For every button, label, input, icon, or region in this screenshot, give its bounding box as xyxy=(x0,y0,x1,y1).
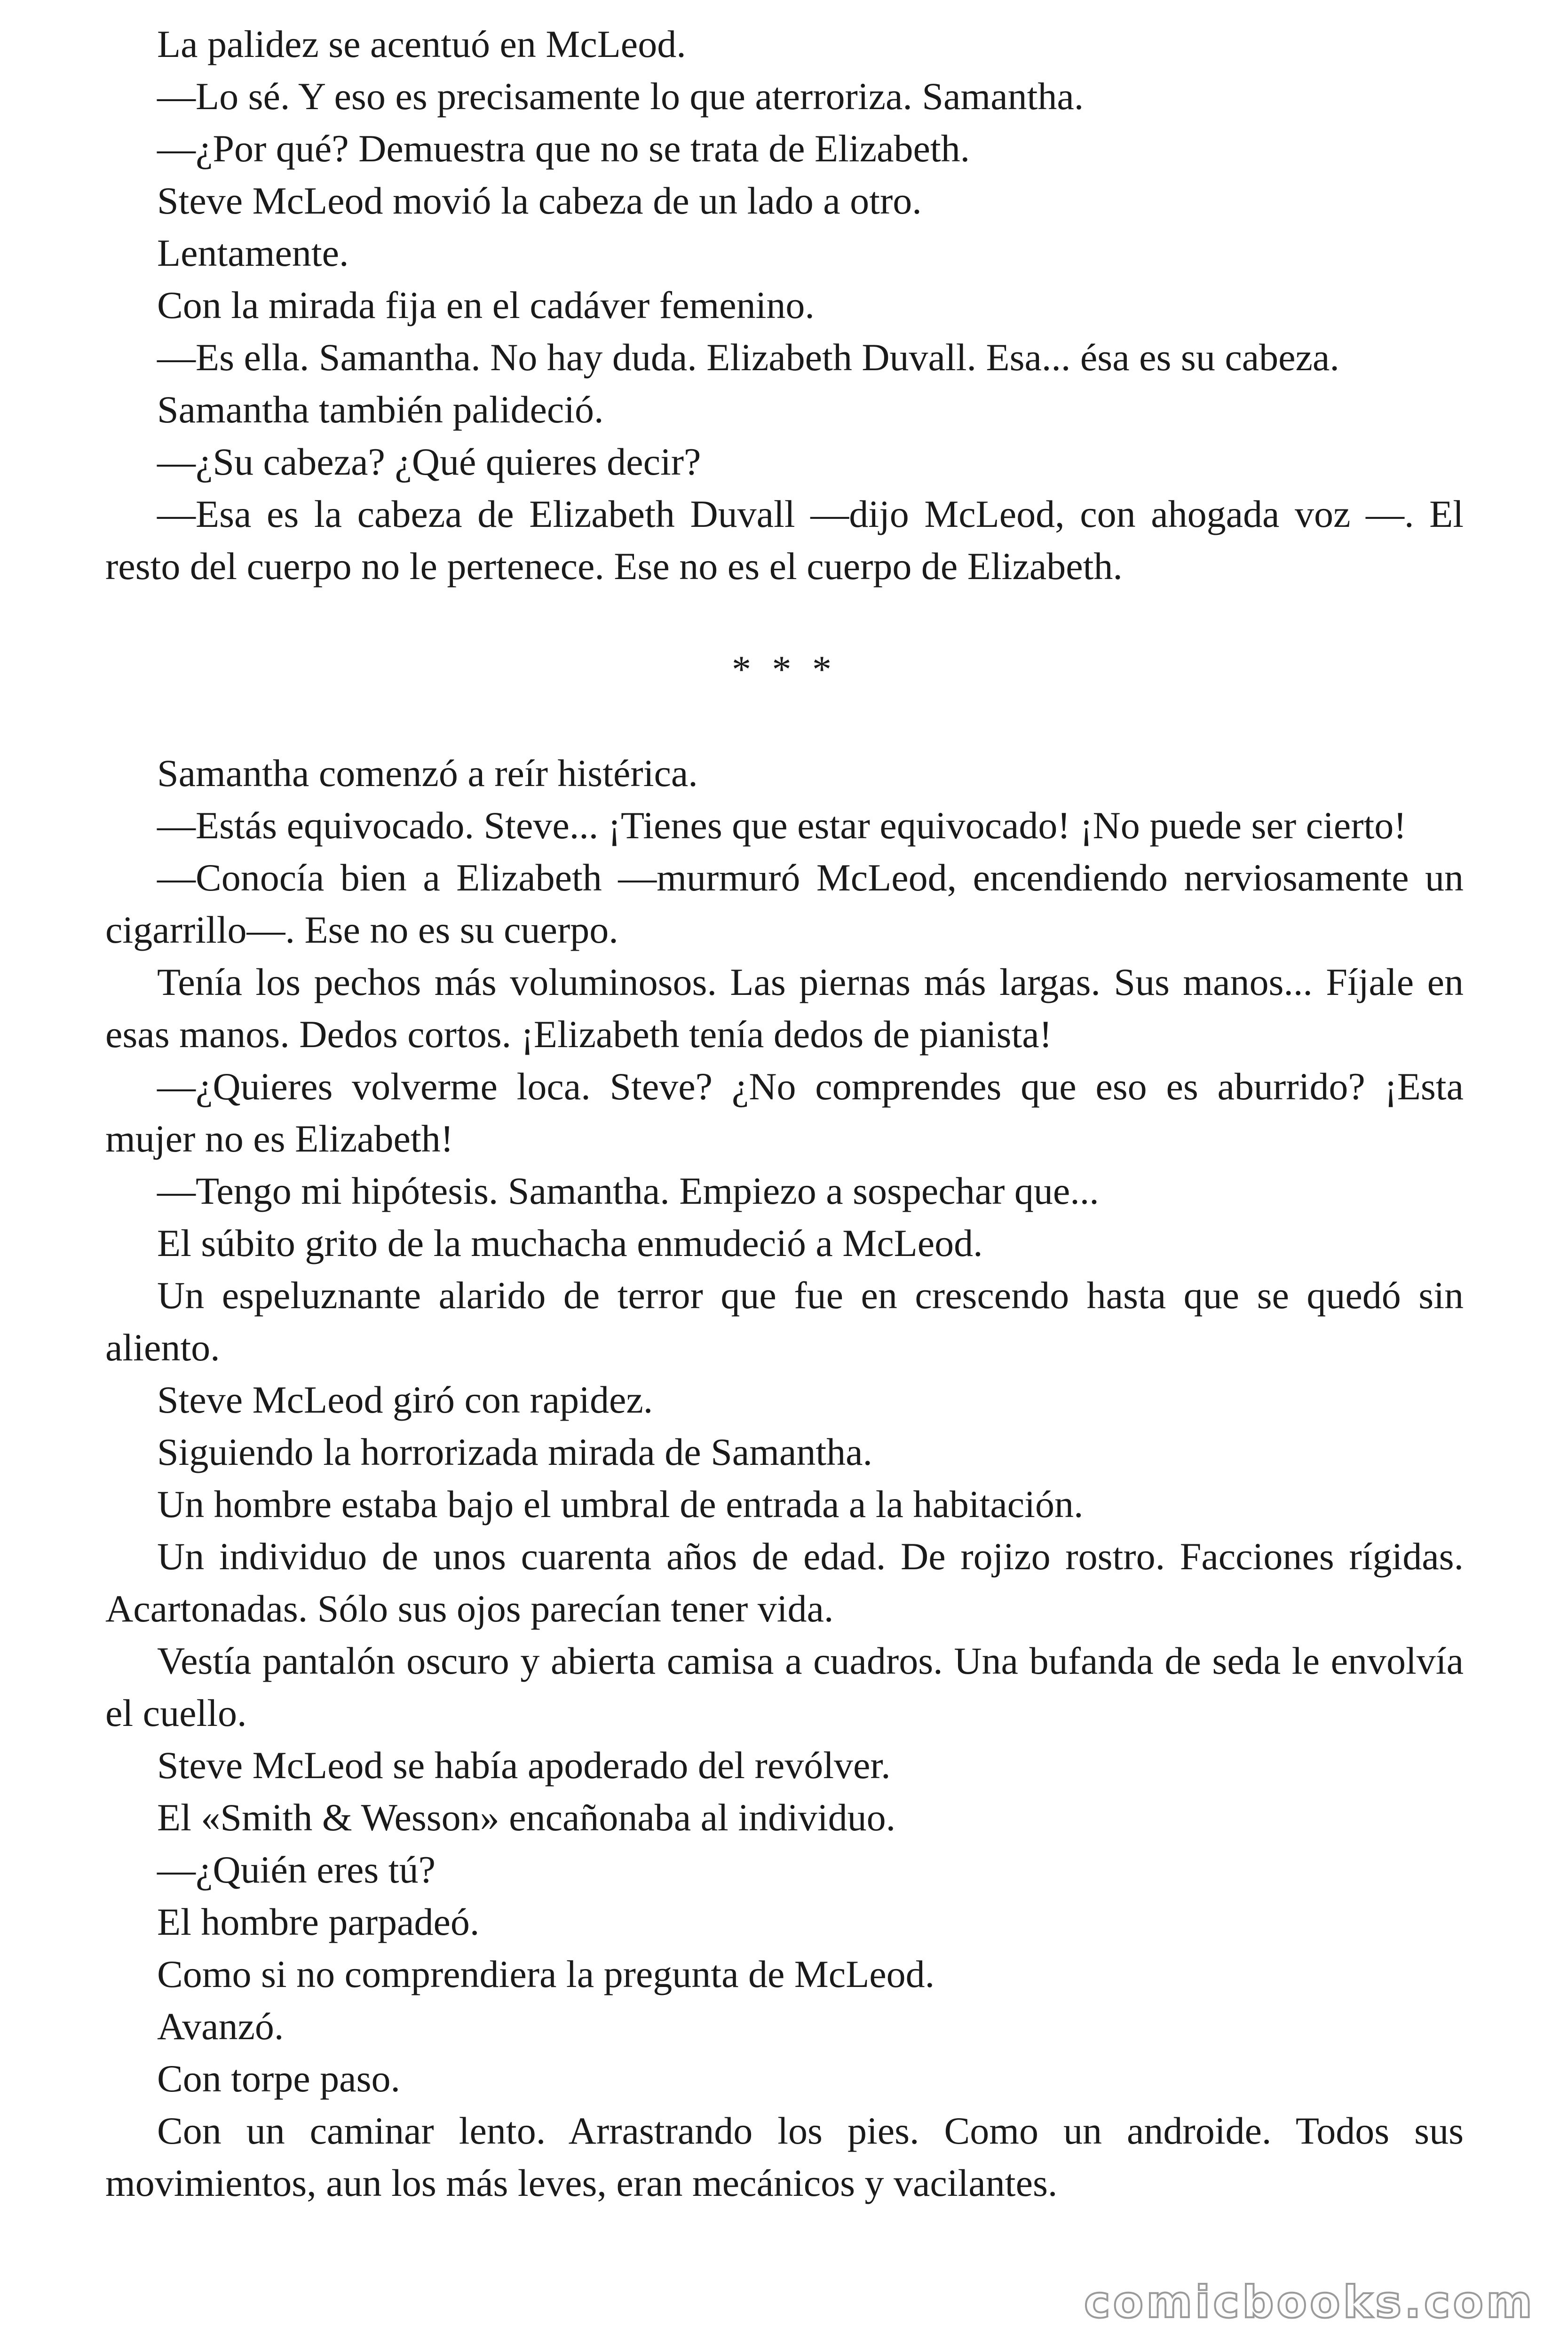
paragraph: Un hombre estaba bajo el umbral de entrada a la habitación. xyxy=(157,1483,1084,1526)
paragraph: Lentamente. xyxy=(157,231,349,274)
paragraph: —Esa es la cabeza de Elizabeth Duvall —dijo McLeod, con ahogada voz —. El resto del cuerpo no le pertenece. Ese no es el cuerpo de Elizabeth. xyxy=(105,493,1464,588)
paragraph: Un individuo de unos cuarenta años de edad. De rojizo rostro. Facciones rígidas. Acartonadas. Sólo sus ojos parecían tener vida. xyxy=(105,1535,1464,1630)
paragraph: Vestía pantalón oscuro y abierta camisa a cuadros. Una bufanda de seda le envolvía el cuello. xyxy=(105,1639,1464,1734)
paragraph: —Es ella. Samantha. No hay duda. Elizabeth Duvall. Esa... ésa es su cabeza. xyxy=(157,336,1339,379)
paragraph: Samantha también palideció. xyxy=(157,388,604,431)
paragraph: Con un caminar lento. Arrastrando los pies. Como un androide. Todos sus movimientos, aun los más leves, eran mecánicos y vacilantes. xyxy=(105,2109,1464,2204)
paragraph: Steve McLeod giró con rapidez. xyxy=(157,1378,653,1421)
paragraph: Samantha comenzó a reír histérica. xyxy=(157,752,698,795)
paragraph: Un espeluznante alarido de terror que fue en crescendo hasta que se quedó sin aliento. xyxy=(105,1274,1464,1369)
paragraph: El hombre parpadeó. xyxy=(157,1900,480,1943)
text-section-2 xyxy=(105,747,1464,2209)
paragraph: Avanzó. xyxy=(157,2005,284,2048)
paragraph: Tenía los pechos más voluminosos. Las piernas más largas. Sus manos... Fíjale en esas manos. Dedos cortos. ¡Elizabeth tenía dedos de pianista! xyxy=(105,961,1464,1056)
book-page xyxy=(105,18,1464,2209)
paragraph: Con la mirada fija en el cadáver femenino. xyxy=(157,284,815,326)
paragraph: —¿Su cabeza? ¿Qué quieres decir? xyxy=(157,440,701,483)
scene-break-divider: * * * xyxy=(732,648,837,691)
paragraph: —Lo sé. Y eso es precisamente lo que aterroriza. Samantha. xyxy=(157,75,1084,118)
paragraph: —Conocía bien a Elizabeth —murmuró McLeod, encendiendo nerviosamente un cigarrillo—. Ese no es su cuerpo. xyxy=(105,856,1464,951)
paragraph: Como si no comprendiera la pregunta de McLeod. xyxy=(157,1953,935,1995)
paragraph: El «Smith & Wesson» encañonaba al individuo. xyxy=(157,1796,896,1839)
paragraph: —¿Quieres volverme loca. Steve? ¿No comprendes que eso es aburrido? ¡Esta mujer no es Elizabeth! xyxy=(105,1065,1464,1160)
text-section-1 xyxy=(105,18,1464,592)
paragraph: La palidez se acentuó en McLeod. xyxy=(157,23,686,65)
paragraph: Siguiendo la horrorizada mirada de Samantha. xyxy=(157,1430,873,1473)
watermark-logo: comicbooks.com xyxy=(1084,2277,1535,2328)
paragraph: —Tengo mi hipótesis. Samantha. Empiezo a sospechar que... xyxy=(157,1169,1099,1212)
paragraph: Con torpe paso. xyxy=(157,2057,400,2100)
paragraph: El súbito grito de la muchacha enmudeció a McLeod. xyxy=(157,1222,983,1264)
paragraph: —Estás equivocado. Steve... ¡Tienes que estar equivocado! ¡No puede ser cierto! xyxy=(157,804,1407,847)
paragraph: —¿Por qué? Demuestra que no se trata de Elizabeth. xyxy=(157,127,970,170)
paragraph: Steve McLeod se había apoderado del revólver. xyxy=(157,1744,891,1787)
paragraph: Steve McLeod movió la cabeza de un lado a otro. xyxy=(157,179,922,222)
paragraph: —¿Quién eres tú? xyxy=(157,1848,436,1891)
